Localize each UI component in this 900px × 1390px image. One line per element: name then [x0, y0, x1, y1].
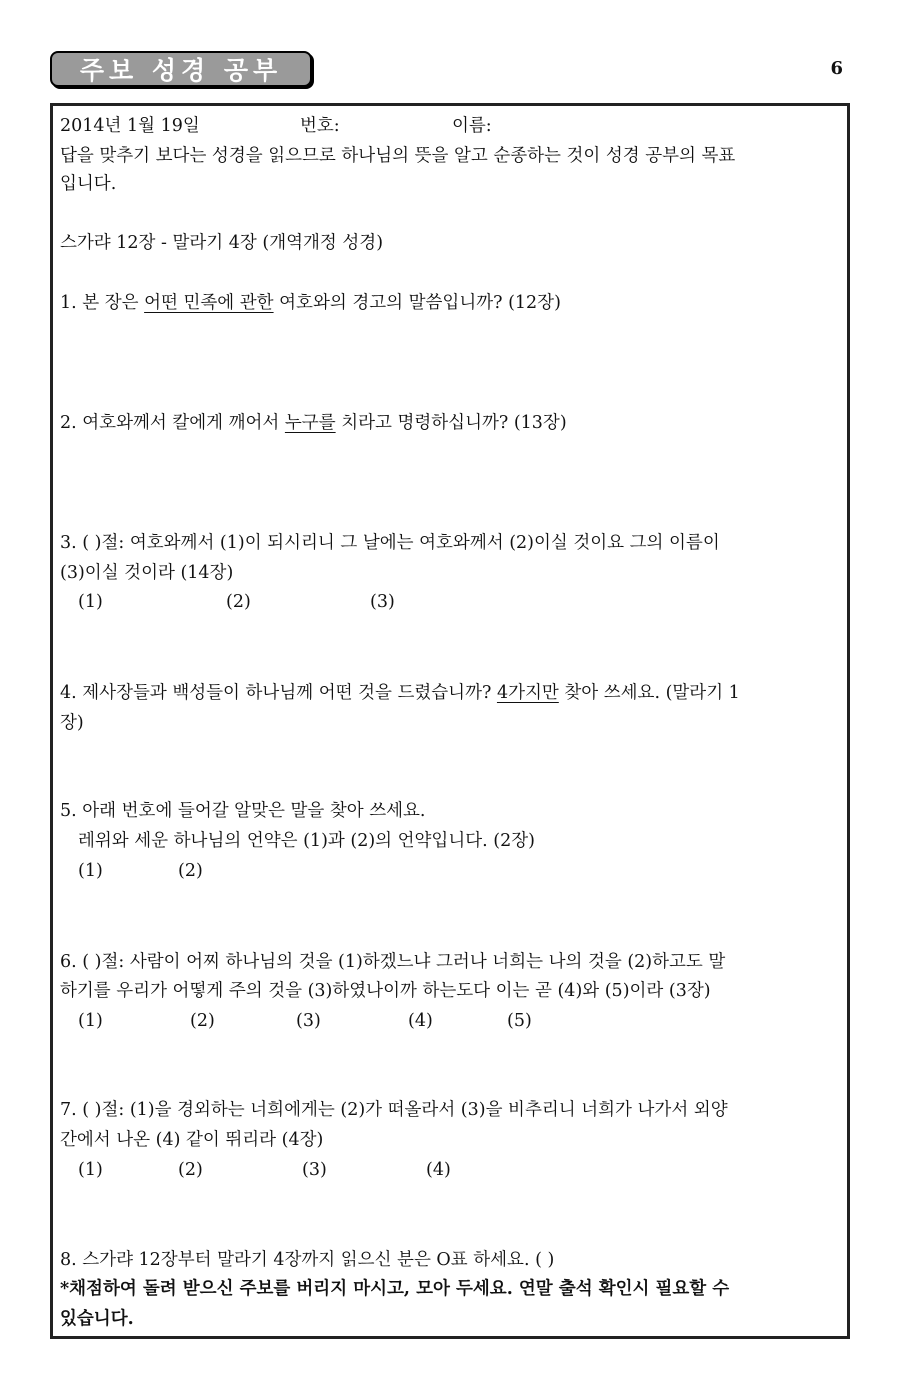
q7-answer-label-1: (1): [78, 1160, 103, 1180]
question-6-line-2: 하기를 우리가 어떻게 주의 것을 (3)하였나이까 하는도다 이는 곧 (4)와 (5)이라 (3장): [60, 981, 711, 1001]
q6-answer-label-5: (5): [507, 1011, 532, 1031]
header-title: 주보 성경 공부: [79, 56, 283, 85]
note-line-1: *채점하여 돌려 받으신 주보를 버리지 마시고, 모아 두세요. 연말 출석 확인시 필요할 수: [60, 1279, 730, 1299]
question-1: 1. 본 장은 어떤 민족에 관한 여호와의 경고의 말씀입니까? (12장): [60, 293, 561, 313]
question-4-line-2: 장): [60, 713, 84, 733]
q3-answer-label-3: (3): [370, 592, 395, 612]
q7-answer-label-2: (2): [178, 1160, 203, 1180]
date: 2014년 1월 19일: [60, 116, 200, 136]
number-label: 번호:: [300, 116, 340, 136]
question-7-line-1: 7. ( )절: (1)을 경외하는 너희에게는 (2)가 떠올라서 (3)을 비추리니 너희가 나가서 외양: [60, 1100, 728, 1120]
q6-answer-label-3: (3): [296, 1011, 321, 1031]
info-line: [60, 118, 200, 136]
q1-underline: 어떤 민족에 관한: [144, 293, 274, 313]
question-3-line-1: 3. ( )절: 여호와께서 (1)이 되시리니 그 날에는 여호와께서 (2)이실 것이요 그의 이름이: [60, 533, 720, 553]
q4-underline: 4가지만: [496, 683, 559, 703]
intro-line-2: 입니다.: [60, 174, 117, 194]
q3-answer-label-2: (2): [226, 592, 251, 612]
q2-underline: 누구를: [284, 413, 336, 433]
intro-line-1: 답을 맞추기 보다는 성경을 읽으므로 하나님의 뜻을 알고 순종하는 것이 성경 공부의 목표: [60, 146, 736, 166]
page-number: 6: [830, 58, 843, 79]
question-8: 8. 스가랴 12장부터 말라기 4장까지 읽으신 분은 O표 하세요. ( ): [60, 1250, 555, 1270]
q7-answer-label-3: (3): [302, 1160, 327, 1180]
question-7-line-2: 간에서 나온 (4) 같이 뛰리라 (4장): [60, 1130, 324, 1150]
q3-answer-label-1: (1): [78, 592, 103, 612]
question-5-line-2: 레위와 세운 하나님의 언약은 (1)과 (2)의 언약입니다. (2장): [78, 831, 535, 851]
question-3-line-2: (3)이실 것이라 (14장): [60, 563, 234, 583]
q6-answer-label-4: (4): [408, 1011, 433, 1031]
q6-answer-label-1: (1): [78, 1011, 103, 1031]
q7-answer-label-4: (4): [426, 1160, 451, 1180]
header-tab: [50, 51, 312, 87]
reading-range: 스가랴 12장 - 말라기 4장 (개역개정 성경): [60, 233, 384, 253]
q5-answer-label-1: (1): [78, 861, 103, 881]
question-6-line-1: 6. ( )절: 사람이 어찌 하나님의 것을 (1)하겠느냐 그러나 너희는 나의 것을 (2)하고도 말: [60, 952, 726, 972]
question-2: 2. 여호와께서 칼에게 깨어서 누구를 치라고 명령하십니까? (13장): [60, 413, 567, 433]
name-label: 이름:: [452, 116, 492, 136]
note-line-2: 있습니다.: [60, 1309, 134, 1329]
q5-answer-label-2: (2): [178, 861, 203, 881]
question-5-line-1: 5. 아래 번호에 들어갈 알맞은 말을 찾아 쓰세요.: [60, 801, 426, 821]
q6-answer-label-2: (2): [190, 1011, 215, 1031]
question-4-line-1: 4. 제사장들과 백성들이 하나님께 어떤 것을 드렸습니까? 4가지만 찾아 쓰세요. (말라기 1: [60, 683, 740, 703]
worksheet-border: [50, 103, 850, 1339]
